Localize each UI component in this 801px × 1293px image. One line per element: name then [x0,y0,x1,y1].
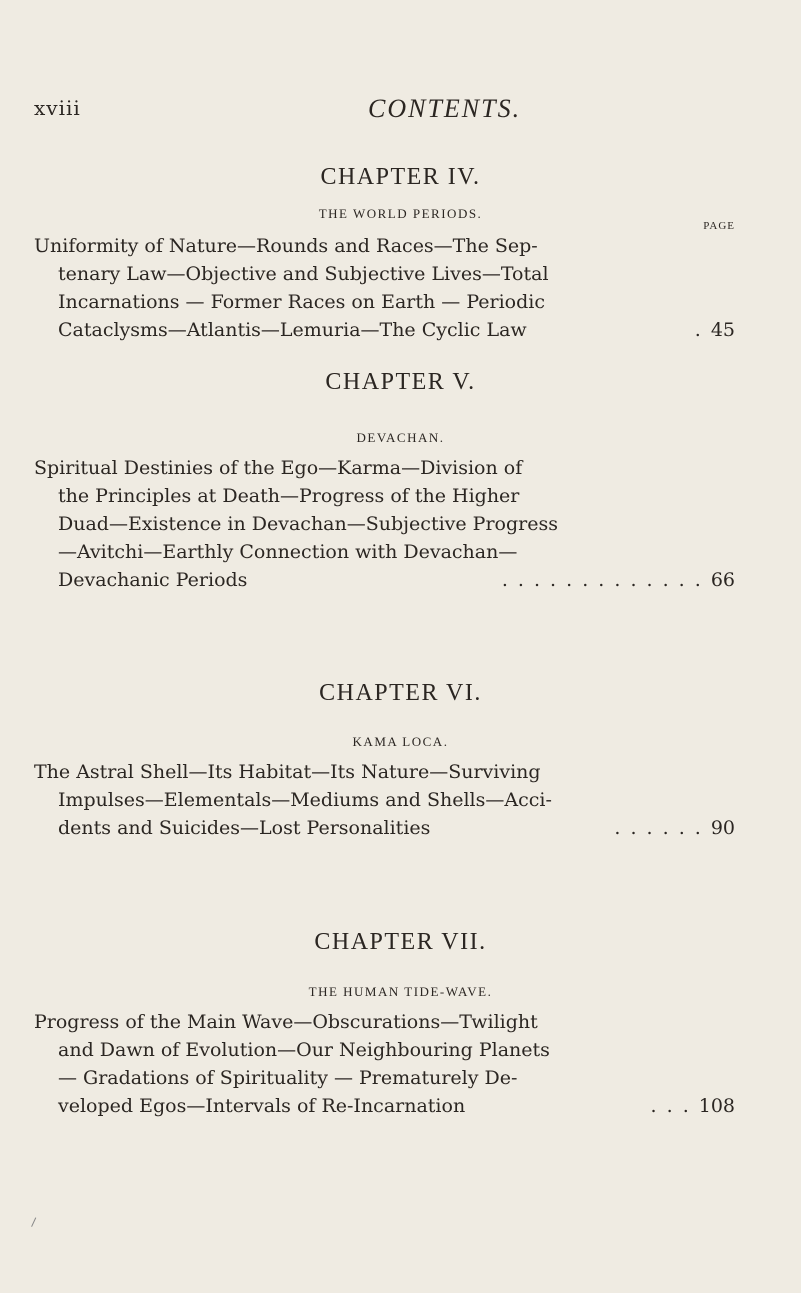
dot-leader: . . . . . . [614,817,703,839]
chapter-subtitle: DEVACHAN. [356,430,445,445]
dot-leader: . [694,319,703,341]
summary-line: Impulses—Elementals—Mediums and Shells—Acci- [58,789,552,811]
chapter-summary [34,454,735,594]
summary-line: — Gradations of Spirituality — Prematurely De- [58,1067,518,1089]
summary-line: Duad—Existence in Devachan—Subjective Progress [58,513,558,535]
page-column-label: PAGE [703,220,735,232]
chapter-summary [34,232,735,344]
chapter-subtitle: THE HUMAN TIDE-WAVE. [308,984,493,999]
dot-leader: . . . [650,1095,691,1117]
page-ref: 90 [710,817,735,839]
summary-line: Uniformity of Nature—Rounds and Races—The Sep- [34,235,538,257]
summary-line: tenary Law—Objective and Subjective Lives—Total [58,263,549,285]
summary-line-last [34,814,735,842]
chapter-summary [34,758,735,842]
summary-line: Spiritual Destinies of the Ego—Karma—Division of [34,457,523,479]
summary-line-last [34,1092,735,1120]
chapter-title: CHAPTER VII. [314,929,487,955]
printer-mark [31,1217,40,1228]
chapter-title: CHAPTER VI. [319,680,482,706]
page-ref: 66 [710,569,735,591]
summary-text: Devachanic Periods [58,569,248,591]
summary-line-last [34,316,735,344]
page-number: xviii [34,96,81,120]
summary-line: Incarnations — Former Races on Earth — Periodic [58,291,545,313]
summary-line-last [34,566,735,594]
running-title: CONTENTS. [368,94,522,123]
dot-leader: . . . . . . . . . . . . . [501,569,703,591]
summary-line: Progress of the Main Wave—Obscurations—Twilight [34,1011,538,1033]
summary-line: —Avitchi—Earthly Connection with Devachan— [58,541,518,563]
summary-text: dents and Suicides—Lost Personalities [58,817,431,839]
page-ref: 108 [698,1095,735,1117]
chapter-subtitle: THE WORLD PERIODS. [318,206,483,221]
summary-line: the Principles at Death—Progress of the Higher [58,485,520,507]
chapter-subtitle: KAMA LOCA. [352,734,449,749]
chapter-title: CHAPTER V. [325,369,476,395]
chapter-title: CHAPTER IV. [320,164,481,190]
summary-line: The Astral Shell—Its Habitat—Its Nature—Surviving [34,761,541,783]
summary-text: veloped Egos—Intervals of Re-Incarnation [58,1095,466,1117]
page-ref: 45 [710,319,735,341]
summary-line: and Dawn of Evolution—Our Neighbouring Planets [58,1039,550,1061]
summary-text: Cataclysms—Atlantis—Lemuria—The Cyclic Law [58,319,527,341]
chapter-summary [34,1008,735,1120]
